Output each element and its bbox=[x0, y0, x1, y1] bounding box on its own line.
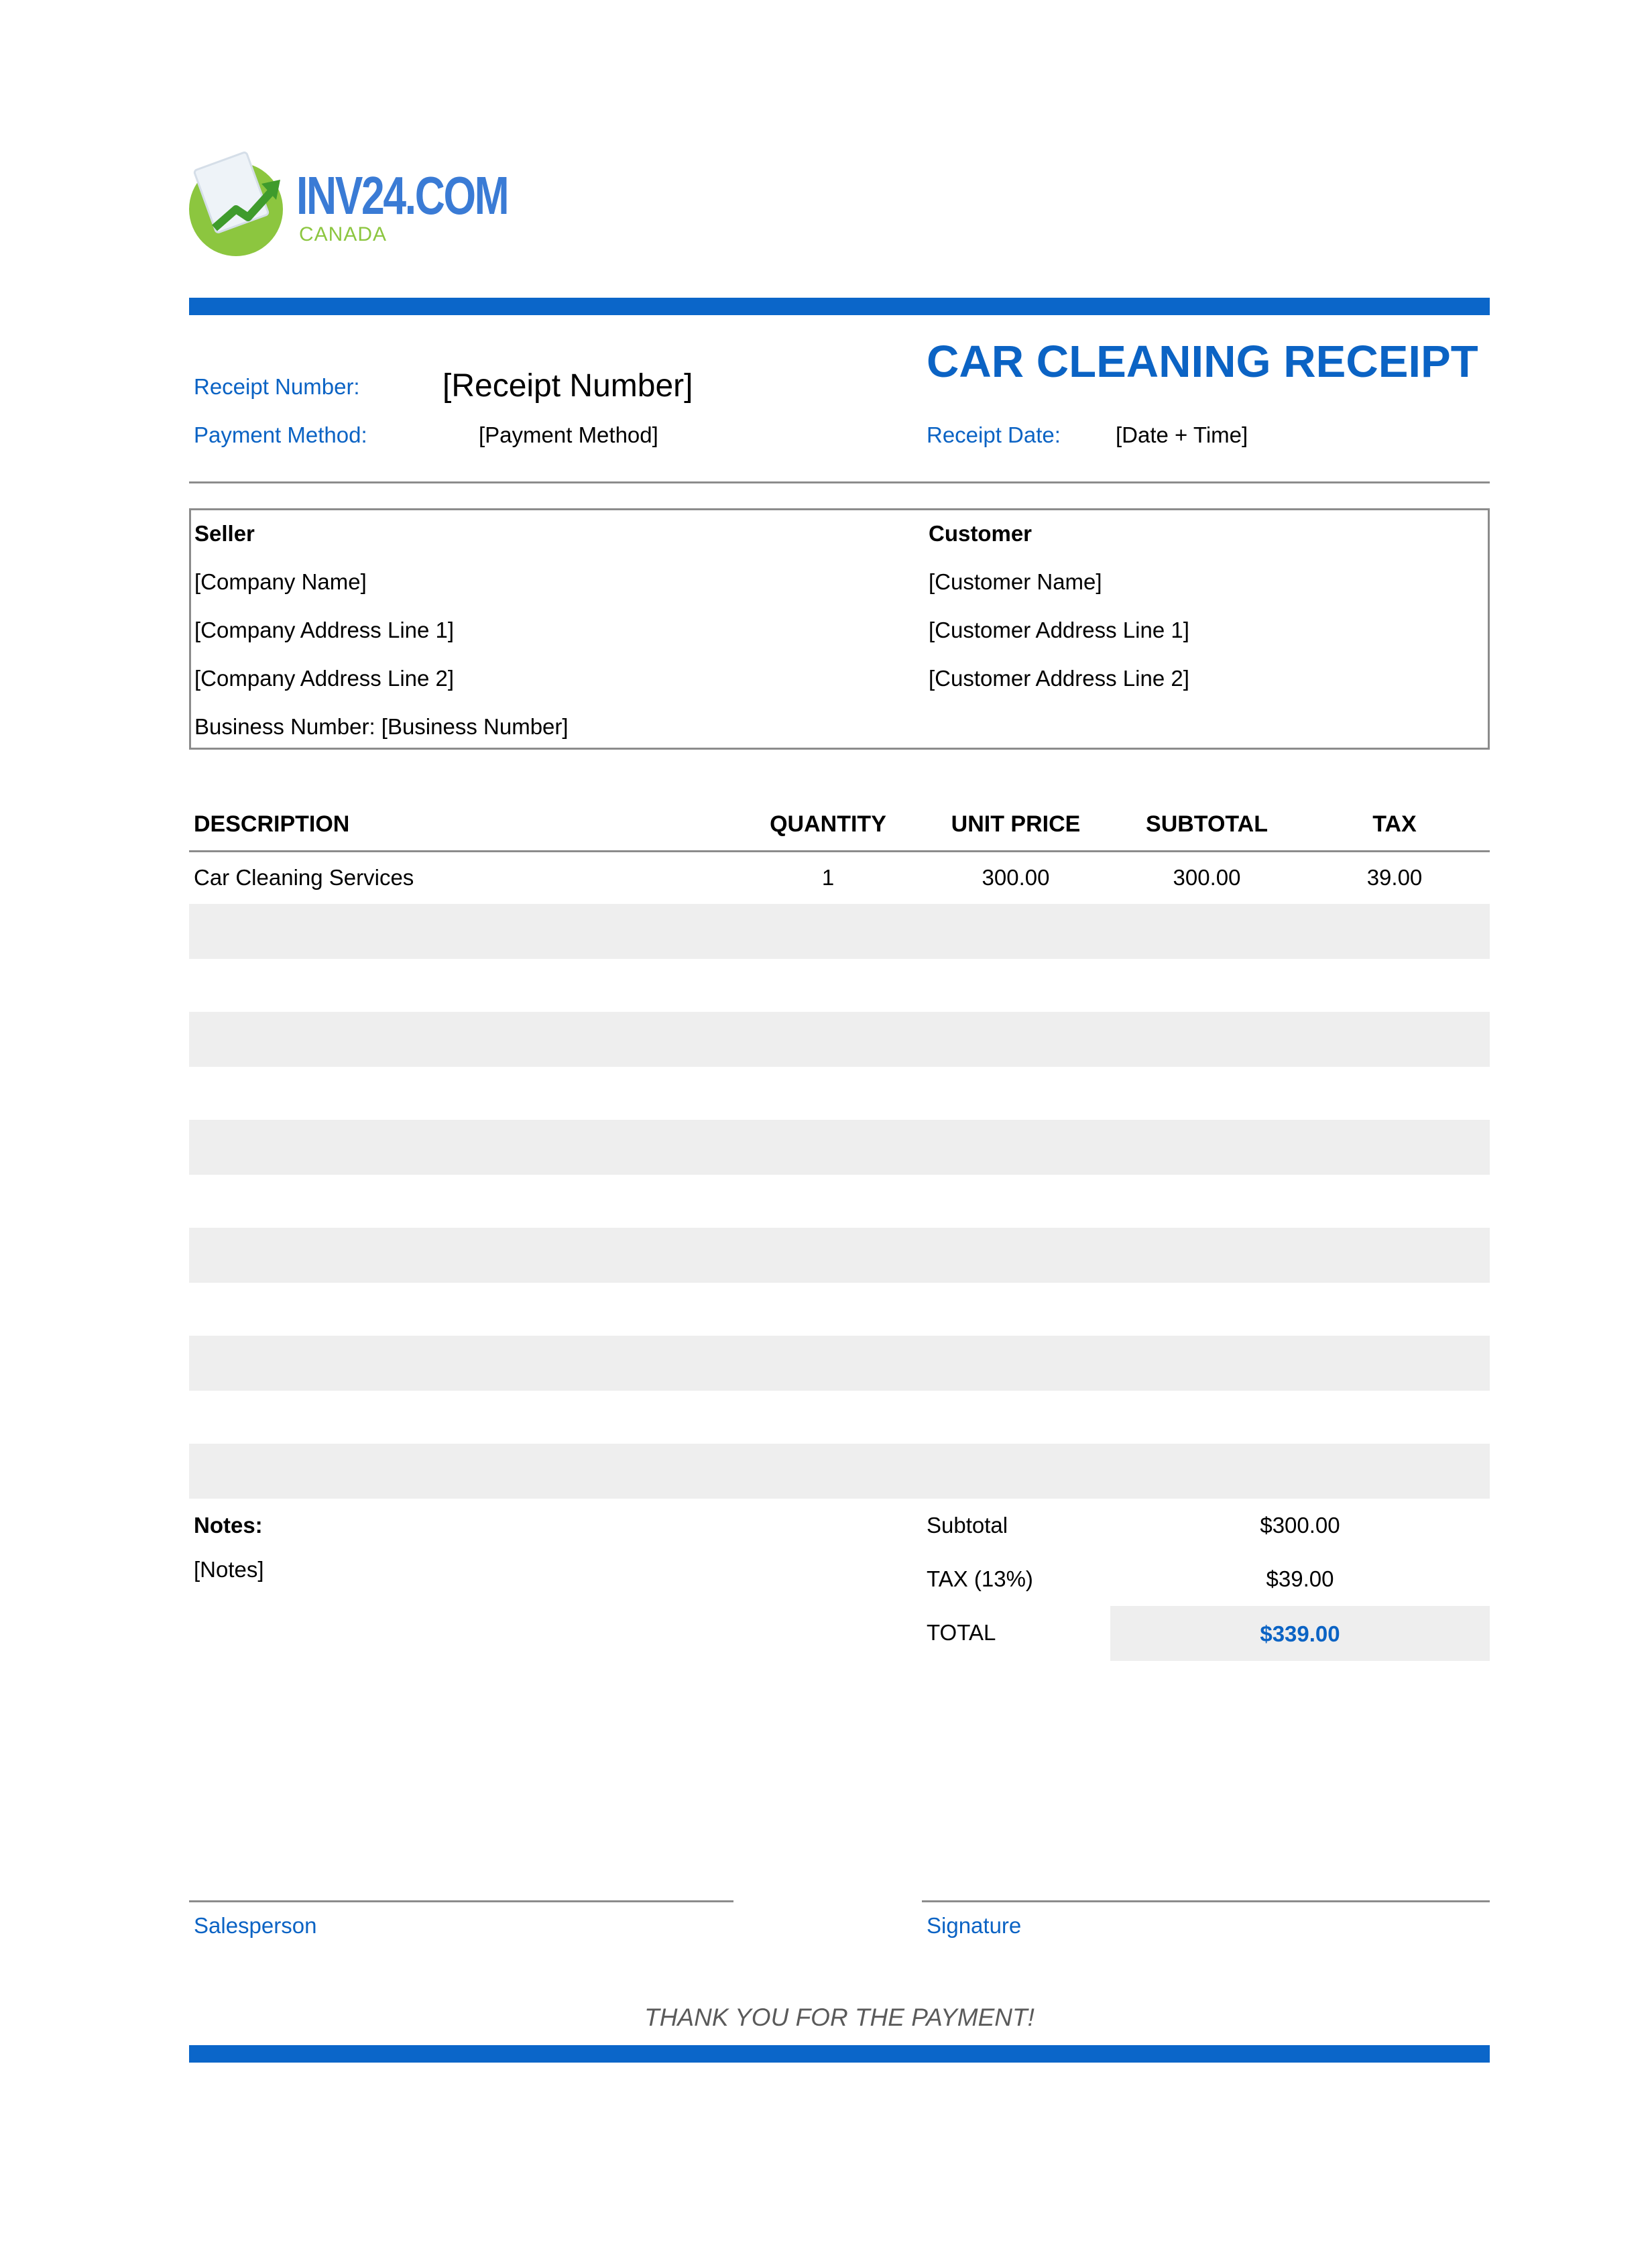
logo-subtitle: CANADA bbox=[299, 223, 388, 245]
document-title: CAR CLEANING RECEIPT bbox=[927, 337, 1478, 387]
row-quantity: 1 bbox=[821, 865, 835, 890]
subtotal-label: Subtotal bbox=[927, 1513, 1008, 1538]
column-header-unit-price: UNIT PRICE bbox=[951, 811, 1081, 837]
seller-heading: Seller bbox=[194, 521, 255, 546]
column-header-subtotal: SUBTOTAL bbox=[1146, 811, 1268, 837]
tax-value: $39.00 bbox=[1266, 1566, 1334, 1591]
column-header-description: DESCRIPTION bbox=[194, 811, 350, 837]
row-description: Car Cleaning Services bbox=[194, 865, 414, 890]
seller-address-line-2: [Company Address Line 2] bbox=[194, 666, 455, 691]
notes-value: [Notes] bbox=[194, 1557, 264, 1582]
empty-table-row bbox=[189, 904, 1490, 959]
notes-label: Notes: bbox=[194, 1513, 263, 1538]
column-header-tax: TAX bbox=[1372, 811, 1417, 837]
salesperson-label: Salesperson bbox=[194, 1913, 317, 1938]
top-accent-bar bbox=[189, 298, 1490, 315]
empty-table-row bbox=[189, 1120, 1490, 1175]
tax-label: TAX (13%) bbox=[927, 1566, 1033, 1591]
signature-label: Signature bbox=[927, 1913, 1022, 1938]
row-tax: 39.00 bbox=[1366, 865, 1423, 890]
total-label: TOTAL bbox=[927, 1620, 996, 1645]
logo-arrow-icon bbox=[209, 174, 283, 235]
payment-method-value: [Payment Method] bbox=[479, 422, 658, 447]
signature-line bbox=[922, 1900, 1490, 1902]
subtotal-value: $300.00 bbox=[1260, 1513, 1340, 1538]
parties-box bbox=[189, 508, 1490, 750]
customer-address-line-2: [Customer Address Line 2] bbox=[929, 666, 1189, 691]
empty-table-row bbox=[189, 1228, 1490, 1283]
row-unit-price: 300.00 bbox=[982, 865, 1050, 890]
receipt-number-label: Receipt Number: bbox=[194, 374, 360, 399]
empty-table-row bbox=[189, 1012, 1490, 1067]
payment-method-label: Payment Method: bbox=[194, 422, 367, 447]
customer-name: [Customer Name] bbox=[929, 569, 1102, 594]
salesperson-line bbox=[189, 1900, 733, 1902]
logo-wordmark: INV24.COM bbox=[296, 166, 508, 225]
company-logo bbox=[189, 154, 508, 255]
thank-you-message: THANK YOU FOR THE PAYMENT! bbox=[644, 2004, 1035, 2031]
receipt-number-value: [Receipt Number] bbox=[442, 368, 693, 404]
receipt-date-value: [Date + Time] bbox=[1116, 422, 1248, 447]
row-subtotal: 300.00 bbox=[1173, 865, 1241, 890]
total-value: $339.00 bbox=[1260, 1621, 1340, 1646]
empty-table-row bbox=[189, 1444, 1490, 1499]
column-header-quantity: QUANTITY bbox=[770, 811, 886, 837]
receipt-date-label: Receipt Date: bbox=[927, 422, 1061, 447]
seller-company-name: [Company Name] bbox=[194, 569, 367, 594]
table-header-rule bbox=[189, 850, 1490, 852]
bottom-accent-bar bbox=[189, 2045, 1490, 2063]
customer-heading: Customer bbox=[929, 521, 1032, 546]
customer-address-line-1: [Customer Address Line 1] bbox=[929, 618, 1189, 642]
seller-address-line-1: [Company Address Line 1] bbox=[194, 618, 455, 642]
seller-business-number: Business Number: [Business Number] bbox=[194, 714, 569, 739]
header-divider bbox=[189, 481, 1490, 483]
empty-table-row bbox=[189, 1336, 1490, 1391]
